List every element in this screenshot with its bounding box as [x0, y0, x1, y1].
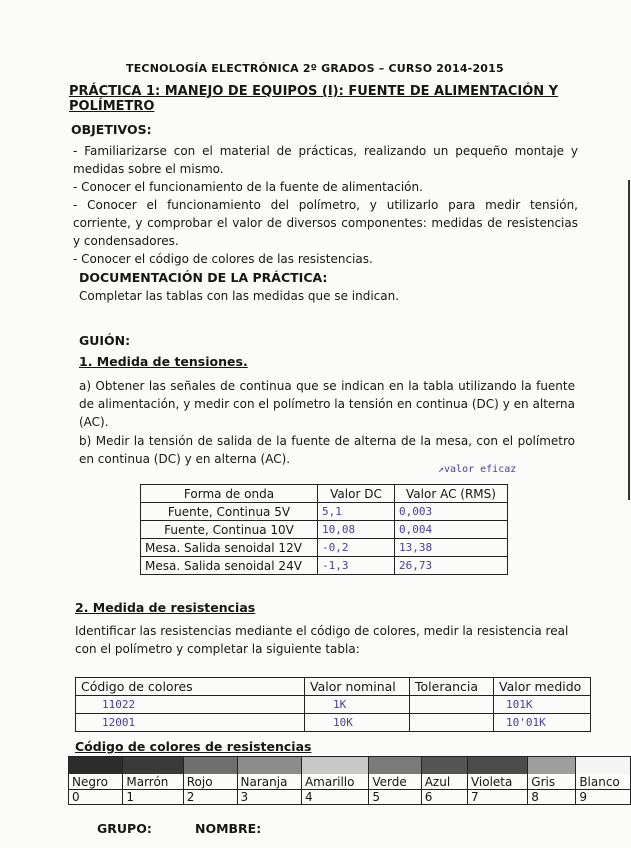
guion-heading: GUIÓN: — [79, 333, 131, 348]
section1-a: a) Obtener las señales de continua que se indican en la tabla utilizando la fuente de alimentación, y medir con el polímetro la tensión en continua (DC) y en alterna (AC). — [79, 379, 575, 429]
table-cell: 11022 — [76, 696, 305, 714]
color-name: Violeta — [467, 774, 527, 790]
color-swatch — [183, 757, 237, 775]
color-name: Gris — [528, 774, 576, 790]
color-digit: 7 — [467, 790, 527, 805]
table-cell: -0,2 — [318, 539, 395, 557]
table-cell: 0,004 — [395, 521, 508, 539]
color-code-title: Código de colores de resistencias — [75, 739, 312, 754]
objetivo-item: - Conocer el funcionamiento de la fuente de alimentación. — [73, 180, 423, 194]
color-name: Marrón — [123, 774, 183, 790]
section2-text: Identificar las resistencias mediante el código de colores, medir la resistencia real con el polímetro y completar la siguiente tabla: — [75, 624, 569, 656]
table-cell: 10,08 — [318, 521, 395, 539]
color-digit: 5 — [369, 790, 421, 805]
color-digit: 4 — [301, 790, 368, 805]
column-header: Código de colores — [76, 678, 305, 696]
color-name: Amarillo — [301, 774, 368, 790]
table-row — [76, 696, 591, 714]
table-cell: 0,003 — [395, 503, 508, 521]
color-swatch — [576, 757, 631, 775]
table-cell: 26,73 — [395, 557, 508, 575]
color-swatch — [421, 757, 467, 775]
color-digit: 3 — [237, 790, 301, 805]
color-swatch — [237, 757, 301, 775]
color-swatch — [369, 757, 421, 775]
color-name: Blanco — [576, 774, 631, 790]
column-header: Valor AC (RMS) — [395, 485, 508, 503]
color-swatch — [69, 757, 123, 775]
table-header-row — [76, 678, 591, 696]
column-header: Valor nominal — [305, 678, 410, 696]
table-cell: -1,3 — [318, 557, 395, 575]
documentacion-heading: DOCUMENTACIÓN DE LA PRÁCTICA: — [79, 270, 328, 285]
table-row — [141, 521, 508, 539]
resistance-table — [75, 677, 591, 732]
color-swatch — [123, 757, 183, 775]
page-edge-shadow — [628, 180, 630, 500]
color-digit: 0 — [69, 790, 123, 805]
nombre-label: NOMBRE: — [195, 821, 262, 836]
table-cell: 12001 — [76, 714, 305, 732]
table-cell: 10'01K — [494, 714, 591, 732]
color-digit-row — [69, 790, 631, 805]
objetivo-item: - Conocer el funcionamiento del polímetro, y utilizarlo para medir tensión, corriente, y comprobar el valor de diversos componentes: medidas de resistencias y condensadores. — [73, 198, 578, 248]
color-name-row — [69, 774, 631, 790]
color-digit: 8 — [528, 790, 576, 805]
objetivo-item: - Conocer el código de colores de las resistencias. — [73, 252, 373, 266]
table-cell: 5,1 — [318, 503, 395, 521]
table-cell — [410, 696, 494, 714]
color-name: Negro — [69, 774, 123, 790]
table-header-row — [141, 485, 508, 503]
column-header: Tolerancia — [410, 678, 494, 696]
grupo-label: GRUPO: — [97, 821, 152, 836]
color-swatch — [301, 757, 368, 775]
color-digit: 2 — [183, 790, 237, 805]
column-header: Valor medido — [494, 678, 591, 696]
color-name: Rojo — [183, 774, 237, 790]
column-header: Valor DC — [318, 485, 395, 503]
table-cell: 13,38 — [395, 539, 508, 557]
table-cell: 101K — [494, 696, 591, 714]
section1-title: 1. Medida de tensiones. — [79, 354, 248, 369]
swatch-row — [69, 757, 631, 775]
color-name: Naranja — [237, 774, 301, 790]
table-cell: Mesa. Salida senoidal 24V — [141, 557, 318, 575]
table-cell: 1K — [305, 696, 410, 714]
table-row — [141, 503, 508, 521]
color-digit: 6 — [421, 790, 467, 805]
table-row — [76, 714, 591, 732]
voltage-table — [140, 484, 508, 575]
color-name: Verde — [369, 774, 421, 790]
table-cell: Fuente, Continua 10V — [141, 521, 318, 539]
color-swatch — [467, 757, 527, 775]
objetivo-item: - Familiarizarse con el material de prácticas, realizando un pequeño montaje y medidas sobre el mismo. — [73, 144, 578, 176]
section1-b: b) Medir la tensión de salida de la fuente de alterna de la mesa, con el polímetro en continua (DC) y en alterna (AC). — [79, 434, 575, 466]
table-cell: Mesa. Salida senoidal 12V — [141, 539, 318, 557]
color-swatch — [528, 757, 576, 775]
table-row — [141, 557, 508, 575]
color-name: Azul — [421, 774, 467, 790]
color-code-table — [68, 756, 631, 805]
documentacion-text: Completar las tablas con las medidas que se indican. — [79, 289, 400, 303]
column-header: Forma de onda — [141, 485, 318, 503]
objetivos-heading: OBJETIVOS: — [71, 122, 152, 137]
color-digit: 9 — [576, 790, 631, 805]
table-cell: 10K — [305, 714, 410, 732]
objetivos-list — [73, 142, 578, 268]
table-row — [141, 539, 508, 557]
section2-title: 2. Medida de resistencias — [75, 600, 256, 615]
handwritten-annotation: ↗valor eficaz — [438, 464, 517, 475]
color-digit: 1 — [123, 790, 183, 805]
document-header: TECNOLOGÍA ELECTRÓNICA 2º GRADOS – CURSO 2014-2015 — [126, 62, 504, 75]
page-title: PRÁCTICA 1: MANEJO DE EQUIPOS (I): FUENTE DE ALIMENTACIÓN Y POLÍMETRO — [69, 84, 559, 114]
table-cell: Fuente, Continua 5V — [141, 503, 318, 521]
table-cell — [410, 714, 494, 732]
